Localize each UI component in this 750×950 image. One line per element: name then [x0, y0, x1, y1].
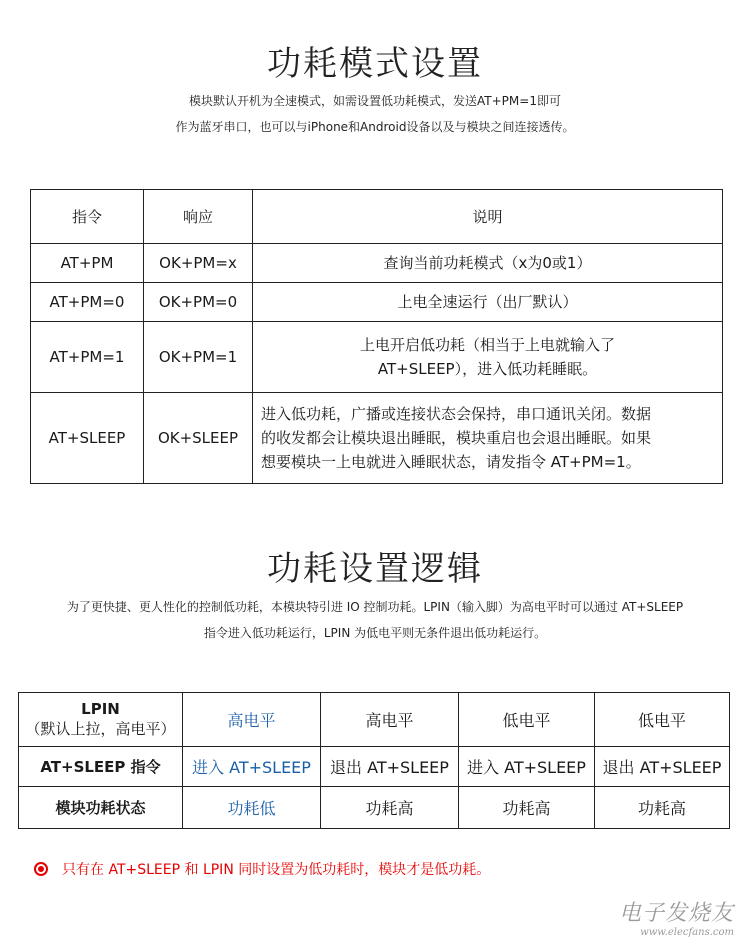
cell-description: 查询当前功耗模式（x为0或1）	[253, 244, 723, 283]
logic-table	[18, 692, 730, 829]
cell-command: AT+SLEEP	[31, 393, 144, 484]
cell-response: OK+PM=x	[144, 244, 253, 283]
cell-response: OK+PM=0	[144, 283, 253, 322]
description-line: 进入低功耗，广播或连接状态会保持，串口通讯关闭。数据	[261, 405, 652, 423]
row-label-lpin	[19, 693, 183, 747]
lpin-sublabel: （默认上拉，高电平）	[25, 720, 176, 738]
description-line: 上电开启低功耗（相当于上电就输入了	[359, 336, 615, 354]
section2-title: 功耗设置逻辑	[267, 549, 483, 589]
cell-description	[253, 322, 723, 393]
cell-value: 进入 AT+SLEEP	[459, 747, 595, 787]
cell-description	[253, 393, 723, 484]
section1-title: 功耗模式设置	[267, 44, 483, 84]
table-row	[19, 787, 730, 829]
row-label-sleep-command: AT+SLEEP 指令	[19, 747, 183, 787]
header-command: 指令	[31, 190, 144, 244]
cell-response: OK+SLEEP	[144, 393, 253, 484]
cell-command: AT+PM=0	[31, 283, 144, 322]
cell-value: 功耗低	[183, 787, 321, 829]
watermark	[619, 896, 734, 938]
command-table	[30, 189, 723, 484]
watermark-url: www.elecfans.com	[640, 927, 734, 938]
description-line: 的收发都会让模块退出睡眠，模块重启也会退出睡眠。如果	[261, 429, 652, 447]
row-label-power-state: 模块功耗状态	[19, 787, 183, 829]
cell-value: 进入 AT+SLEEP	[183, 747, 321, 787]
cell-command: AT+PM=1	[31, 322, 144, 393]
section1-intro-line2: 作为蓝牙串口，也可以与iPhone和Android设备以及与模块之间连接透传。	[175, 120, 575, 134]
section2-intro-line2: 指令进入低功耗运行，LPIN 为低电平则无条件退出低功耗运行。	[203, 626, 547, 640]
cell-value: 低电平	[459, 693, 595, 747]
table-row	[31, 322, 723, 393]
section2-intro-line1: 为了更快捷、更人性化的控制低功耗，本模块特引进 IO 控制功耗。LPIN（输入脚）为高电平时可以通过 AT+SLEEP	[66, 600, 684, 614]
low-power-note	[34, 859, 490, 879]
cell-value: 低电平	[595, 693, 730, 747]
header-response: 响应	[144, 190, 253, 244]
cell-value: 高电平	[321, 693, 459, 747]
description-line: 想要模块一上电就进入睡眠状态，请发指令 AT+PM=1。	[261, 453, 641, 471]
cell-description: 上电全速运行（出厂默认）	[253, 283, 723, 322]
table-row	[19, 747, 730, 787]
description-line: AT+SLEEP），进入低功耗睡眠。	[377, 360, 598, 378]
cell-value: 功耗高	[459, 787, 595, 829]
section1-intro	[0, 88, 750, 140]
table-row	[19, 693, 730, 747]
note-text: 只有在 AT+SLEEP 和 LPIN 同时设置为低功耗时，模块才是低功耗。	[62, 862, 491, 878]
radio-dot-icon	[34, 862, 48, 876]
lpin-label: LPIN	[81, 700, 120, 718]
watermark-logo: 电子发烧友	[618, 901, 734, 926]
cell-value: 功耗高	[595, 787, 730, 829]
section2-intro	[0, 594, 750, 646]
section1-intro-line1: 模块默认开机为全速模式，如需设置低功耗模式，发送AT+PM=1即可	[189, 94, 561, 108]
cell-value: 功耗高	[321, 787, 459, 829]
header-description: 说明	[253, 190, 723, 244]
table-row	[31, 283, 723, 322]
cell-value: 退出 AT+SLEEP	[321, 747, 459, 787]
table-row	[31, 393, 723, 484]
cell-response: OK+PM=1	[144, 322, 253, 393]
command-table-header	[31, 190, 723, 244]
cell-value: 高电平	[183, 693, 321, 747]
table-row	[31, 244, 723, 283]
cell-value: 退出 AT+SLEEP	[595, 747, 730, 787]
cell-command: AT+PM	[31, 244, 144, 283]
